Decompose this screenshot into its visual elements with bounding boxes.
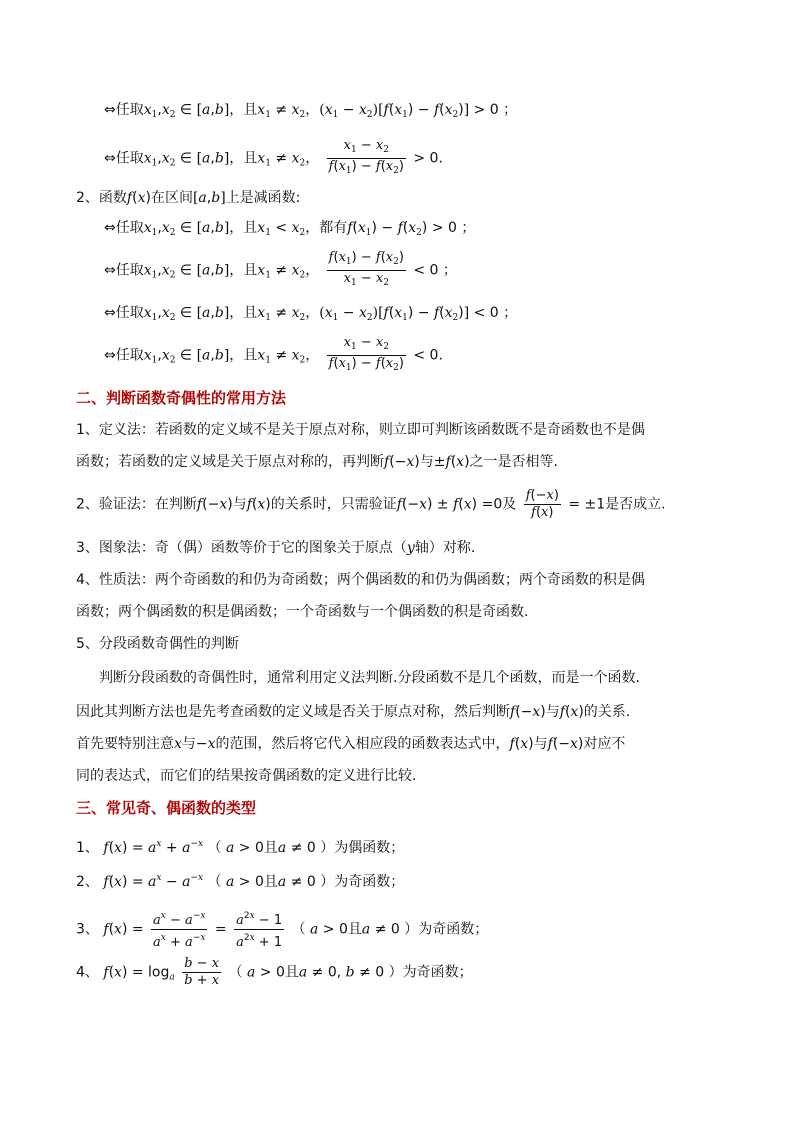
sec2-p6-line2: 因此其判断方法也是先考查函数的定义域是否关于原点对称，然后判断f(−x)与f(x)的关系. — [76, 704, 631, 720]
sec2-p6-line3: 首先要特别注意x与−x的范围，然后将它代入相应段的函数表达式中，f(x)与f(−x)对应不 — [76, 736, 626, 752]
fraction: $\frac{x_1 - x_2}{f(x_1) - f(x_2)}$ — [328, 335, 404, 373]
sec2-p5: 5、分段函数奇偶性的判断 — [76, 636, 239, 652]
sec2-p2: 2、验证法：在判断f(−x)与f(x)的关系时，只需验证f(−x) ± f(x) =0及 $\frac{f(-x)}{f(x)}$ = ±1是否成立. — [76, 488, 666, 520]
dec-condition-4: ⇔任取$x_1,x_2$ ∈ [a,b]，且$x_1 \ne x_2$， $\frac{x_1 - x_2}{f(x_1) - f(x_2)}$ < 0. — [104, 335, 443, 376]
type-4: 4、 $f(x) = \log_a$ $\frac{b - x}{b + x}$ （ a > 0且a ≠ 0, b ≠ 0 ）为奇函数； — [76, 956, 473, 988]
sec2-p4-line1: 4、性质法：两个奇函数的和仍为奇函数；两个偶函数的和仍为偶函数；两个奇函数的积是偶 — [76, 572, 645, 588]
dec-condition-1: ⇔任取$x_1,x_2$ ∈ [a,b]，且$x_1 < x_2$，都有$f(x_1) - f(x_2) > 0$ ； — [104, 220, 476, 238]
type-3: 3、 f(x) = $\frac{a^x - a^{-x}}{a^x + a^{-x}}$ = $\frac{a^{2x} - 1}{a^{2x} + 1}$ （ a > 0且a ≠ 0 ）为奇函数； — [76, 908, 488, 951]
sec2-p3: 3、图象法：奇（偶）函数等价于它的图象关于原点（y轴）对称. — [76, 540, 476, 556]
section-heading-3: 三、常见奇、偶函数的类型 — [76, 799, 257, 817]
dec-condition-3: ⇔任取$x_1,x_2$ ∈ [a,b]，且$x_1 \ne x_2$，$(x_1 - x_2)[f(x_1) - f(x_2)] < 0$ ； — [104, 305, 518, 323]
inc-condition-4: ⇔任取$x_1,x_2$ ∈ [a,b]，且$x_1 \ne x_2$， $\frac{x_1 - x_2}{f(x_1) - f(x_2)}$ > 0. — [104, 138, 443, 179]
dec-condition-2: ⇔任取$x_1,x_2$ ∈ [a,b]，且$x_1 \ne x_2$， $\frac{f(x_1) - f(x_2)}{x_1 - x_2}$ < 0 ； — [104, 250, 457, 291]
sec2-p4-line2: 函数；两个偶函数的积是偶函数；一个奇函数与一个偶函数的积是奇函数. — [76, 604, 529, 620]
fraction: $\frac{b - x}{b + x}$ — [184, 956, 220, 988]
section-heading-2: 二、判断函数奇偶性的常用方法 — [76, 389, 287, 407]
fraction: $\frac{f(x_1) - f(x_2)}{x_1 - x_2}$ — [328, 250, 404, 288]
sec2-p1-line2: 函数；若函数的定义域是关于原点对称的，再判断f(−x)与±f(x)之一是否相等. — [76, 454, 558, 470]
fraction: $\frac{f(-x)}{f(x)}$ — [525, 488, 559, 520]
type-1: 1、 $f(x) = a^x + a^{-x}$ （ a > 0且a ≠ 0 ）为偶函数； — [76, 839, 405, 856]
fraction: $\frac{a^{2x} - 1}{a^{2x} + 1}$ — [234, 908, 284, 951]
inc-condition-3: ⇔任取$x_1,x_2$ ∈ [a,b]，且$x_1 \ne x_2$，$(x_1 - x_2)[f(x_1) - f(x_2)] > 0$ ； — [104, 102, 518, 120]
sec2-p1-line1: 1、定义法：若函数的定义域不是关于原点对称，则立即可判断该函数既不是奇函数也不是偶 — [76, 422, 645, 438]
type-2: 2、 $f(x) = a^x - a^{-x}$ （ a > 0且a ≠ 0 ）为奇函数； — [76, 873, 405, 890]
sec2-p6-line1: 判断分段函数的奇偶性时，通常利用定义法判断.分段函数不是几个函数，而是一个函数. — [99, 670, 640, 686]
dec-title: 2、函数f(x)在区间[a,b]上是减函数: — [76, 190, 301, 206]
fraction: $\frac{a^x - a^{-x}}{a^x + a^{-x}}$ — [151, 908, 207, 951]
fraction: $\frac{x_1 - x_2}{f(x_1) - f(x_2)}$ — [328, 138, 404, 176]
sec2-p6-line4: 同的表达式，而它们的结果按奇偶函数的定义进行比较. — [76, 768, 417, 784]
